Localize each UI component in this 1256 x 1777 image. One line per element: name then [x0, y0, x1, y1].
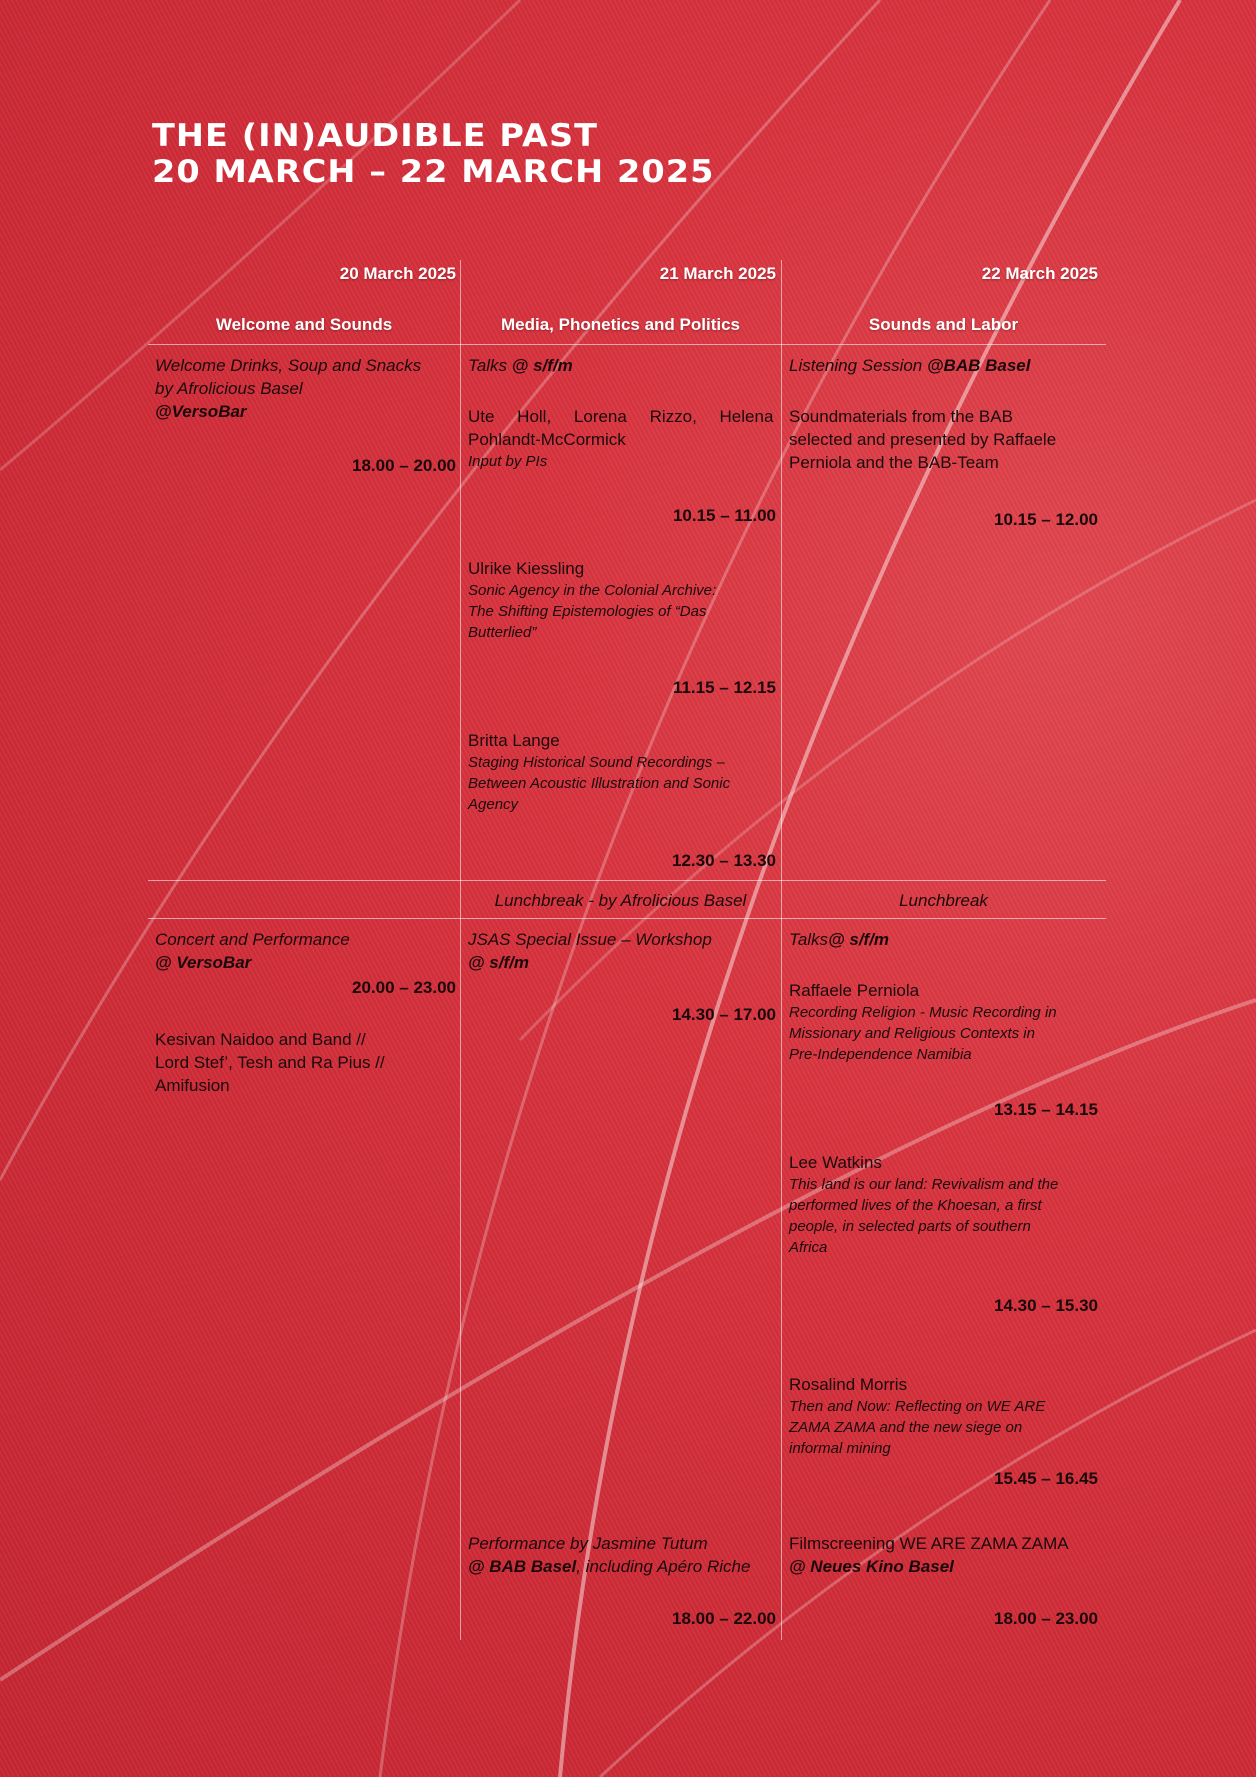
- talk3-title: ZAMA ZAMA and the new siege on: [789, 1419, 1023, 1436]
- talk2-title: This land is our land: Revivalism and the: [789, 1176, 1059, 1193]
- day2-talks-label: [468, 354, 778, 377]
- day2-date: 21 March 2025: [659, 264, 776, 283]
- day2-lunch: Lunchbreak - by Afrolicious Basel: [494, 891, 747, 910]
- talks-label: Talks: [789, 930, 829, 949]
- talk1-time: 13.15 – 14.15: [994, 1100, 1098, 1119]
- session1: [468, 405, 776, 472]
- talk2-speaker: Lee Watkins: [789, 1153, 882, 1172]
- row-divider: [148, 880, 1106, 881]
- talk1: [789, 979, 1103, 1065]
- day3-theme: Sounds and Labor: [868, 315, 1019, 334]
- talk2-title: performed lives of the Khoesan, a first: [789, 1197, 1042, 1214]
- session1-subtitle: Input by PIs: [468, 453, 548, 470]
- day2-theme: Media, Phonetics and Politics: [501, 315, 740, 334]
- workshop: [468, 928, 778, 974]
- listening-desc: [789, 405, 1101, 474]
- listening-line: selected and presented by Raffaele: [789, 430, 1057, 449]
- talk2: [789, 1151, 1103, 1258]
- concert-lineup: [155, 1028, 455, 1097]
- talk3-speaker: Rosalind Morris: [789, 1375, 908, 1394]
- film-time: 18.00 – 23.00: [994, 1609, 1098, 1628]
- day3-talks-label: [789, 928, 1101, 951]
- performance: [468, 1532, 778, 1578]
- welcome-event: [155, 354, 455, 423]
- talk2-time: 14.30 – 15.30: [994, 1296, 1098, 1315]
- talk3-title: Then and Now: Reflecting on WE ARE: [789, 1398, 1046, 1415]
- talk3: [789, 1373, 1103, 1459]
- day1-date: 20 March 2025: [339, 264, 456, 283]
- talk2-title: Africa: [789, 1239, 828, 1256]
- concert-time: 20.00 – 23.00: [352, 978, 456, 997]
- talk1-speaker: Raffaele Perniola: [789, 981, 920, 1000]
- column-divider: [460, 260, 461, 1640]
- session3: [468, 729, 778, 815]
- session2: [468, 557, 778, 643]
- page-dates: 20 MARCH – 22 MARCH 2025: [152, 154, 715, 190]
- session1-speakers: Ute Holl, Lorena Rizzo, Helena: [468, 407, 774, 426]
- talk1-title: Pre-Independence Namibia: [789, 1046, 972, 1063]
- concert-event: [155, 928, 455, 974]
- day1-theme: Welcome and Sounds: [215, 315, 393, 334]
- column-divider: [781, 260, 782, 1640]
- row-divider: [148, 344, 1106, 345]
- session2-speaker: Ulrike Kiessling: [468, 559, 585, 578]
- session3-title: Agency: [468, 796, 519, 813]
- row-divider: [148, 918, 1106, 919]
- lineup-line: Lord Stef’, Tesh and Ra Pius //: [155, 1053, 385, 1072]
- filmscreening: [789, 1532, 1103, 1578]
- performance-extra: , including Apéro Riche: [576, 1557, 751, 1576]
- talk3-time: 15.45 – 16.45: [994, 1469, 1098, 1488]
- session3-speaker: Britta Lange: [468, 731, 560, 750]
- session3-title: Between Acoustic Illustration and Sonic: [468, 775, 731, 792]
- workshop-title: JSAS Special Issue – Workshop: [468, 930, 712, 949]
- welcome-host: by Afrolicious Basel: [155, 379, 303, 398]
- session3-title: Staging Historical Sound Recordings –: [468, 754, 725, 771]
- listening-venue: @BAB Basel: [926, 356, 1031, 375]
- schedule-table: [148, 0, 1108, 1640]
- talk3-title: informal mining: [789, 1440, 891, 1457]
- session2-title: The Shifting Epistemologies of “Das: [468, 603, 707, 620]
- listening-title: Listening Session: [789, 356, 927, 375]
- listening-time: 10.15 – 12.00: [994, 510, 1098, 529]
- talk1-title: Missionary and Religious Contexts in: [789, 1025, 1035, 1042]
- workshop-venue: @ s/f/m: [468, 953, 529, 972]
- welcome-title: Welcome Drinks, Soup and Snacks: [155, 356, 422, 375]
- lineup-line: Amifusion: [155, 1076, 230, 1095]
- concert-venue: @ VersoBar: [155, 953, 252, 972]
- session3-time: 12.30 – 13.30: [672, 851, 776, 870]
- lineup-line: Kesivan Naidoo and Band //: [155, 1030, 366, 1049]
- performance-time: 18.00 – 22.00: [672, 1609, 776, 1628]
- listening-line: Soundmaterials from the BAB: [789, 407, 1013, 426]
- listening-line: Perniola and the BAB-Team: [789, 453, 999, 472]
- session1-speakers-cont: Pohlandt-McCormick: [468, 430, 626, 449]
- film-venue: @ Neues Kino Basel: [789, 1557, 954, 1576]
- film-title: Filmscreening WE ARE ZAMA ZAMA: [789, 1534, 1069, 1553]
- session2-time: 11.15 – 12.15: [672, 678, 776, 697]
- session1-time: 10.15 – 11.00: [672, 506, 776, 525]
- session2-title: Sonic Agency in the Colonial Archive:: [468, 582, 717, 599]
- talk2-title: people, in selected parts of southern: [789, 1218, 1031, 1235]
- page-title: THE (IN)AUDIBLE PAST: [152, 118, 599, 154]
- performance-title: Performance by Jasmine Tutum: [468, 1534, 708, 1553]
- day3-lunch: Lunchbreak: [899, 891, 988, 910]
- talks-venue: @ s/f/m: [511, 356, 573, 375]
- listening-label: [789, 354, 1101, 377]
- performance-venue: @ BAB Basel: [468, 1557, 577, 1576]
- session2-title: Butterlied”: [468, 624, 537, 641]
- workshop-time: 14.30 – 17.00: [672, 1005, 776, 1024]
- talks-venue: @ s/f/m: [828, 930, 890, 949]
- welcome-time: 18.00 – 20.00: [352, 456, 456, 475]
- talk1-title: Recording Religion - Music Recording in: [789, 1004, 1057, 1021]
- talks-label: Talks: [468, 356, 512, 375]
- day3-date: 22 March 2025: [981, 264, 1098, 283]
- concert-title: Concert and Performance: [155, 930, 350, 949]
- welcome-venue: @VersoBar: [155, 402, 247, 421]
